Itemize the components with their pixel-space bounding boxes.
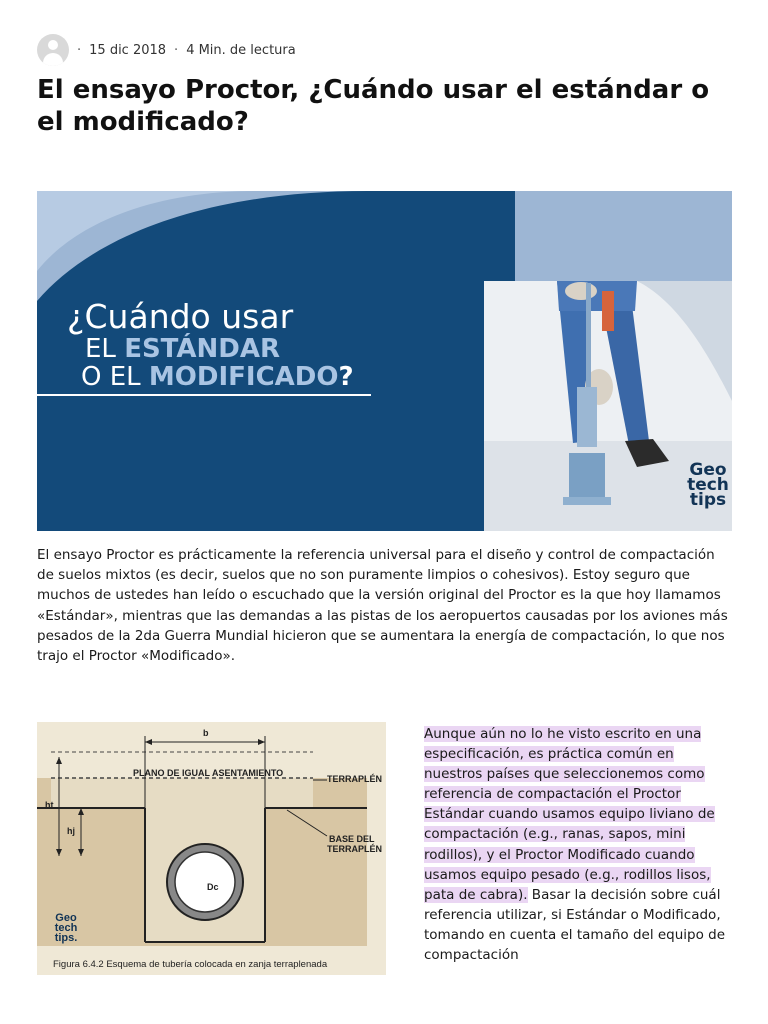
- geotechtips-figure-logo: [50, 913, 82, 943]
- logo-word-geo: Geo: [689, 460, 727, 480]
- post-meta: [37, 34, 296, 66]
- logo-word-tech: tech: [687, 475, 729, 495]
- geotechtips-logo: [685, 460, 731, 510]
- hero-headline: [65, 299, 354, 391]
- height-hj-label: hj: [67, 826, 75, 836]
- side-paragraph: [424, 724, 732, 965]
- hero-image: [37, 191, 732, 531]
- read-time: 4 Min. de lectura: [186, 42, 296, 58]
- embankment-base-label-2: TERRAPLÉN: [327, 844, 383, 854]
- hero-line2-emphasis: ESTÁNDAR: [124, 334, 280, 364]
- figure-logo-geo: Geo: [55, 912, 77, 924]
- settlement-plane-label: PLANO DE IGUAL ASENTAMIENTO: [133, 768, 284, 778]
- highlighted-text[interactable]: Aunque aún no lo he visto escrito en una especificación, es práctica común en nuestros países que seleccionemos como referencia de compactación el Proctor Estándar cuando usamos equipo liviano de compactación (e.g., ranas, sapos, mini rodillos), y el Proctor Modificado cuando usamos equipo pesado (e.g., rodillos lisos, pata de cabra).: [424, 726, 715, 903]
- hero-line-question: ¿Cuándo usar: [67, 297, 294, 336]
- embankment-label: TERRAPLÉN: [327, 774, 383, 784]
- hero-line2-prefix: EL: [85, 334, 125, 364]
- article-paragraph: El ensayo Proctor es prácticamente la referencia universal para el diseño y control de compactación de suelos mixtos (es decir, suelos que no son puramente limpios o cohesivos). Estoy seguro que muchos de ustedes han leído o escuchado que la versión original del Proctor es la que hoy llamamos «Estándar», mientras que las demandas a las pistas de los aeropuertos causadas por los aviones más pesados de la 2da Guerra Mundial hicieron que se aumentara la energía de compactación, lo que nos trajo el Proctor «Modificado».: [37, 547, 728, 665]
- meta-text: [69, 43, 296, 58]
- dimension-b-label: b: [203, 728, 209, 738]
- trench-diagram-figure: [37, 722, 386, 975]
- post-date: 15 dic 2018: [89, 42, 167, 58]
- height-ht-label: ht: [45, 800, 54, 810]
- hero-line3-emphasis: MODIFICADO: [148, 362, 339, 392]
- hero-underline-divider: [37, 394, 371, 396]
- embankment-base-label-1: BASE DEL: [329, 834, 375, 844]
- hero-line3-suffix: ?: [338, 362, 354, 392]
- pipe-diameter-label: Dc: [207, 882, 219, 892]
- meta-separator: ·: [174, 42, 179, 58]
- avatar-head-shape: [48, 40, 58, 50]
- avatar-shoulders-shape: [43, 53, 63, 66]
- author-avatar[interactable]: [37, 34, 69, 66]
- figure-logo-tech: tech: [54, 922, 78, 934]
- figure-logo-tips: tips.: [54, 932, 78, 944]
- hero-line-modified: [65, 363, 354, 391]
- article-title: El ensayo Proctor, ¿Cuándo usar el estándar o el modificado?: [37, 75, 710, 137]
- logo-word-tips: tips: [689, 490, 727, 510]
- figure-caption: Figura 6.4.2 Esquema de tubería colocada en zanja terraplenada: [53, 959, 328, 970]
- hero-line-standard: [65, 335, 354, 363]
- meta-separator: ·: [77, 42, 82, 58]
- hero-line3-prefix: O EL: [81, 362, 149, 392]
- paragraph-continuation: Basar la decisión sobre cuál referencia utilizar, si Estándar o Modificado, tomando en cuenta el tamaño del equipo de compactación: [424, 886, 726, 964]
